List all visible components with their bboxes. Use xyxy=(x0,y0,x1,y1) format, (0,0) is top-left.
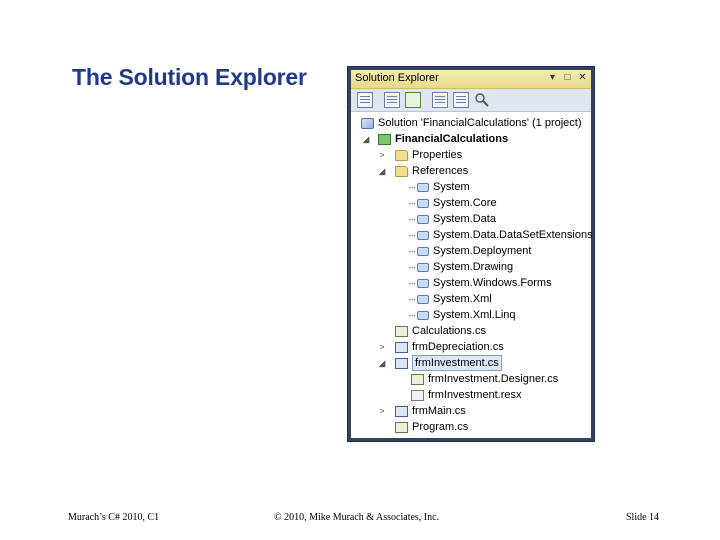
reference-item[interactable] xyxy=(409,227,593,243)
csharp-file-icon xyxy=(395,422,408,433)
reference-item[interactable] xyxy=(409,259,513,275)
tree-item-frm-depreciation[interactable] xyxy=(377,339,504,355)
file-label: Program.cs xyxy=(412,421,469,433)
tree-item-program[interactable] xyxy=(395,419,468,435)
csharp-file-icon xyxy=(411,374,424,385)
reference-label: System.Windows.Forms xyxy=(433,277,552,289)
expand-icon[interactable]: > xyxy=(379,406,385,416)
reference-icon xyxy=(417,311,429,320)
file-label: Calculations.cs xyxy=(412,325,486,337)
reference-item[interactable] xyxy=(409,291,492,307)
reference-icon xyxy=(417,295,429,304)
slide-title: The Solution Explorer xyxy=(72,64,307,90)
reference-icon xyxy=(417,231,429,240)
panel-titlebar[interactable] xyxy=(351,70,591,89)
expand-icon[interactable]: > xyxy=(379,342,385,352)
reference-icon xyxy=(417,215,429,224)
collapse-icon[interactable]: ◢ xyxy=(378,166,386,176)
tree-item-frm-investment-designer[interactable] xyxy=(411,371,558,387)
expand-icon[interactable]: > xyxy=(379,150,385,160)
panel-title: Solution Explorer xyxy=(355,72,439,84)
csharp-file-icon xyxy=(395,326,408,337)
reference-item[interactable] xyxy=(409,307,516,323)
view-designer-icon[interactable] xyxy=(453,92,469,108)
close-icon[interactable]: ✕ xyxy=(578,72,587,83)
auto-hide-pin-icon[interactable]: □ xyxy=(564,72,571,83)
refresh-icon[interactable] xyxy=(405,92,421,108)
reference-label: System.Deployment xyxy=(433,245,532,257)
window-position-dropdown-icon[interactable]: ▾ xyxy=(549,72,556,83)
view-code-icon[interactable] xyxy=(432,92,448,108)
form-file-icon xyxy=(395,358,408,369)
properties-label: Properties xyxy=(412,149,463,161)
tree-item-properties[interactable] xyxy=(377,147,462,163)
class-view-icon[interactable] xyxy=(474,92,490,108)
panel-toolbar xyxy=(351,89,591,112)
file-label: frmDepreciation.cs xyxy=(412,341,504,353)
solution-explorer-window xyxy=(347,66,595,442)
csharp-project-icon xyxy=(378,134,391,145)
reference-item[interactable] xyxy=(409,195,497,211)
file-label: frmMain.cs xyxy=(412,405,466,417)
reference-label: System.Data.DataSetExtensions xyxy=(433,229,593,241)
tree-item-frm-investment-resx[interactable] xyxy=(411,387,522,403)
reference-icon xyxy=(417,247,429,256)
reference-label: System.Drawing xyxy=(433,261,514,273)
solution-icon xyxy=(361,118,374,129)
reference-icon xyxy=(417,183,429,192)
reference-label: System.Data xyxy=(433,213,496,225)
file-label: frmInvestment.resx xyxy=(428,389,522,401)
selected-file-label: frmInvestment.cs xyxy=(412,355,502,371)
tree-item-references[interactable] xyxy=(377,163,468,179)
tree-item-calculations[interactable] xyxy=(395,323,486,339)
reference-label: System xyxy=(433,181,470,193)
footer-copyright: © 2010, Mike Murach & Associates, Inc. xyxy=(274,512,440,523)
references-label: References xyxy=(412,165,469,177)
reference-item[interactable] xyxy=(409,179,470,195)
solution-label: Solution 'FinancialCalculations' (1 project) xyxy=(378,117,582,129)
reference-label: System.Core xyxy=(433,197,497,209)
properties-icon[interactable] xyxy=(357,92,373,108)
collapse-icon[interactable]: ◢ xyxy=(378,358,386,368)
folder-icon xyxy=(395,150,408,161)
reference-item[interactable] xyxy=(409,211,496,227)
reference-item[interactable] xyxy=(409,275,552,291)
show-all-files-icon[interactable] xyxy=(384,92,400,108)
reference-icon xyxy=(417,279,429,288)
reference-icon xyxy=(417,199,429,208)
footer-slide-number: Slide 14 xyxy=(626,512,660,523)
tree-item-solution[interactable] xyxy=(361,115,582,131)
tree-item-frm-investment[interactable] xyxy=(377,355,502,371)
file-label: frmInvestment.Designer.cs xyxy=(428,373,559,385)
open-folder-icon xyxy=(395,166,408,177)
reference-item[interactable] xyxy=(409,243,531,259)
reference-icon xyxy=(417,263,429,272)
tree-item-frm-main[interactable] xyxy=(377,403,466,419)
reference-label: System.Xml xyxy=(433,293,492,305)
solution-explorer-panel xyxy=(351,70,591,438)
reference-label: System.Xml.Linq xyxy=(433,309,516,321)
project-label: FinancialCalculations xyxy=(395,133,509,145)
form-file-icon xyxy=(395,406,408,417)
tree-item-project[interactable] xyxy=(361,131,508,147)
collapse-icon[interactable]: ◢ xyxy=(362,134,370,144)
form-file-icon xyxy=(395,342,408,353)
footer-book-title: Murach’s C# 2010, C1 xyxy=(68,512,160,523)
resource-file-icon xyxy=(411,390,424,401)
